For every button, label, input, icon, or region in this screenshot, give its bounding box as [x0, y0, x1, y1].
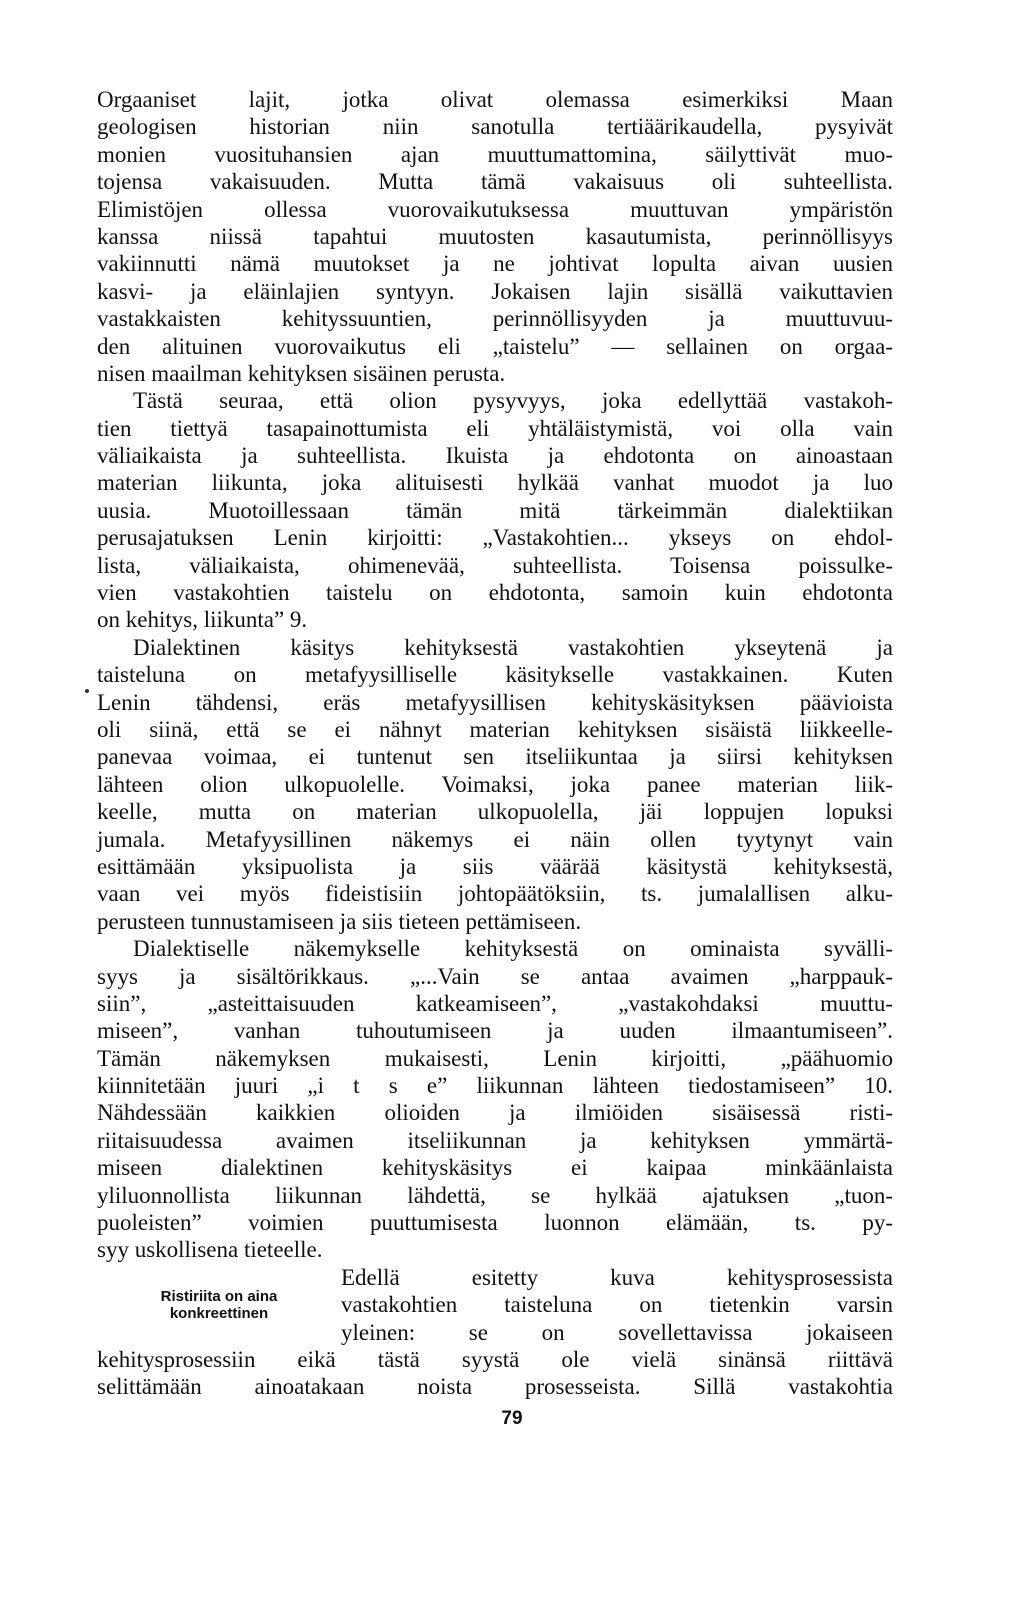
text-line: Nähdessään kaikkien olioiden ja ilmiöiden sisäisessä risti-	[97, 1100, 893, 1126]
text-line: vaan vei myös fideistisiin johtopäätöksiin, ts. jumalallisen alku-	[97, 881, 893, 907]
text-line: miseen”, vanhan tuhoutumiseen ja uuden ilmaantumiseen”.	[97, 1018, 893, 1044]
text-line: kasvi- ja eläinlajien syntyyn. Jokaisen lajin sisällä vaikuttavien	[97, 278, 893, 304]
text-line: Dialektiselle näkemykselle kehityksestä on ominaista syvälli-	[133, 936, 893, 962]
text-line: perusteen tunnustamiseen ja siis tieteen pettämiseen.	[97, 908, 582, 934]
margin-heading	[97, 1264, 341, 1322]
text-line: vien vastakohtien taistelu on ehdotonta, samoin kuin ehdotonta	[97, 580, 893, 606]
text-line: jumala. Metafyysillinen näkemys ei näin ollen tyytynyt vain	[97, 826, 893, 852]
sidenote-block	[97, 1264, 893, 1346]
text-line: Edellä esitetty kuva kehitysprosessista	[341, 1264, 893, 1290]
margin-heading-line: konkreettinen	[169, 1304, 269, 1322]
text-line: materian liikunta, joka alituisesti hylkää vanhat muodot ja luo	[97, 470, 893, 496]
text-line: Tämän näkemyksen mukaisesti, Lenin kirjoitti, „päähuomio	[97, 1045, 893, 1071]
text-line: yleinen: se on sovellettavissa jokaiseen	[341, 1319, 893, 1345]
text-line: oli siinä, että se ei nähnyt materian kehityksen sisäistä liikkeelle-	[97, 716, 893, 742]
sidenote-text	[341, 1264, 893, 1346]
text-line: nisen maailman kehityksen sisäinen perusta.	[97, 360, 506, 386]
text-line: miseen dialektinen kehityskäsitys ei kaipaa minkäänlaista	[97, 1155, 893, 1181]
text-line: uusia. Muotoillessaan tämän mitä tärkeimmän dialektiikan	[97, 497, 893, 523]
paragraph-2	[97, 387, 893, 634]
text-line: Orgaaniset lajit, jotka olivat olemassa esimerkiksi Maan	[97, 87, 893, 112]
text-line: yliluonnollista liikunnan lähdettä, se hylkää ajatuksen „tuon-	[97, 1182, 893, 1208]
text-line: tien tiettyä tasapainottumista eli yhtäläistymistä, voi olla vain	[97, 415, 893, 441]
text-line: syy uskollisena tieteelle.	[97, 1237, 323, 1263]
text-line: geologisen historian niin sanotulla tertiäärikaudella, pysyivät	[97, 114, 893, 140]
text-line: Lenin tähdensi, eräs metafyysillisen kehityskäsityksen päävioista	[97, 689, 893, 715]
text-line: riitaisuudessa avaimen itseliikunnan ja kehityksen ymmärtä-	[97, 1127, 893, 1153]
paragraph-4	[97, 935, 893, 1264]
page-number: 79	[501, 1408, 523, 1429]
text-line: vastakohtien taisteluna on tietenkin varsin	[341, 1292, 893, 1318]
text-line: Tästä seuraa, että olion pysyvyys, joka edellyttää vastakoh-	[133, 388, 893, 414]
text-line: puoleisten” voimien puuttumisesta luonnon elämään, ts. py-	[97, 1210, 893, 1236]
paragraph-5	[97, 1264, 893, 1401]
text-line: keelle, mutta on materian ulkopuolella, jäi loppujen lopuksi	[97, 799, 893, 825]
paragraph-3	[97, 634, 893, 935]
text-line: Dialektinen käsitys kehityksestä vastakohtien ykseytenä ja	[133, 634, 893, 660]
margin-dot	[85, 689, 89, 693]
text-line: kanssa niissä tapahtui muutosten kasautumista, perinnöllisyys	[97, 223, 893, 249]
text-line: väliaikaista ja suhteellista. Ikuista ja ehdotonta on ainoastaan	[97, 443, 893, 469]
text-line: lähteen olion ulkopuolelle. Voimaksi, joka panee materian liik-	[97, 771, 893, 797]
text-line: taisteluna on metafyysilliselle käsitykselle vastakkainen. Kuten	[97, 662, 893, 688]
text-line: lista, väliaikaista, ohimenevää, suhteellista. Toisensa poissulke-	[97, 552, 893, 578]
text-line: monien vuosituhansien ajan muuttumattomina, säilyttivät muo-	[97, 141, 893, 167]
text-line: Elimistöjen ollessa vuorovaikutuksessa muuttuvan ympäristön	[97, 196, 893, 222]
text-line: syys ja sisältörikkaus. „...Vain se antaa avaimen „harppauk-	[97, 963, 893, 989]
page-body	[97, 86, 893, 1401]
text-line: selittämään ainoatakaan noista prosesseista. Sillä vastakohtia	[97, 1374, 893, 1400]
text-line: vastakkaisten kehityssuuntien, perinnöllisyyden ja muuttuvuu-	[97, 306, 893, 332]
text-line: perusajatuksen Lenin kirjoitti: „Vastakohtien... ykseys on ehdol-	[97, 525, 893, 551]
text-line: vakiinnutti nämä muutokset ja ne johtivat lopulta aivan uusien	[97, 251, 893, 277]
text-line: kehitysprosessiin eikä tästä syystä ole vielä sinänsä riittävä	[97, 1346, 893, 1372]
margin-heading-line: Ristiriita on aina	[160, 1287, 278, 1305]
text-line: siin”, „asteittaisuuden katkeamiseen”, „vastakohdaksi muuttu-	[97, 990, 893, 1016]
text-line: esittämään yksipuolista ja siis väärää käsitystä kehityksestä,	[97, 853, 893, 879]
text-line: den alituinen vuorovaikutus eli „taistelu” — sellainen on orgaa-	[97, 333, 893, 359]
paragraph-1	[97, 86, 893, 387]
text-line: on kehitys, liikunta” 9.	[97, 607, 308, 633]
text-line: kiinnitetään juuri „i t s e” liikunnan lähteen tiedostamiseen” 10.	[97, 1073, 893, 1099]
text-line: tojensa vakaisuuden. Mutta tämä vakaisuus oli suhteellista.	[97, 169, 893, 195]
text-line: panevaa voimaa, ei tuntenut sen itseliikuntaa ja siirsi kehityksen	[97, 744, 893, 770]
